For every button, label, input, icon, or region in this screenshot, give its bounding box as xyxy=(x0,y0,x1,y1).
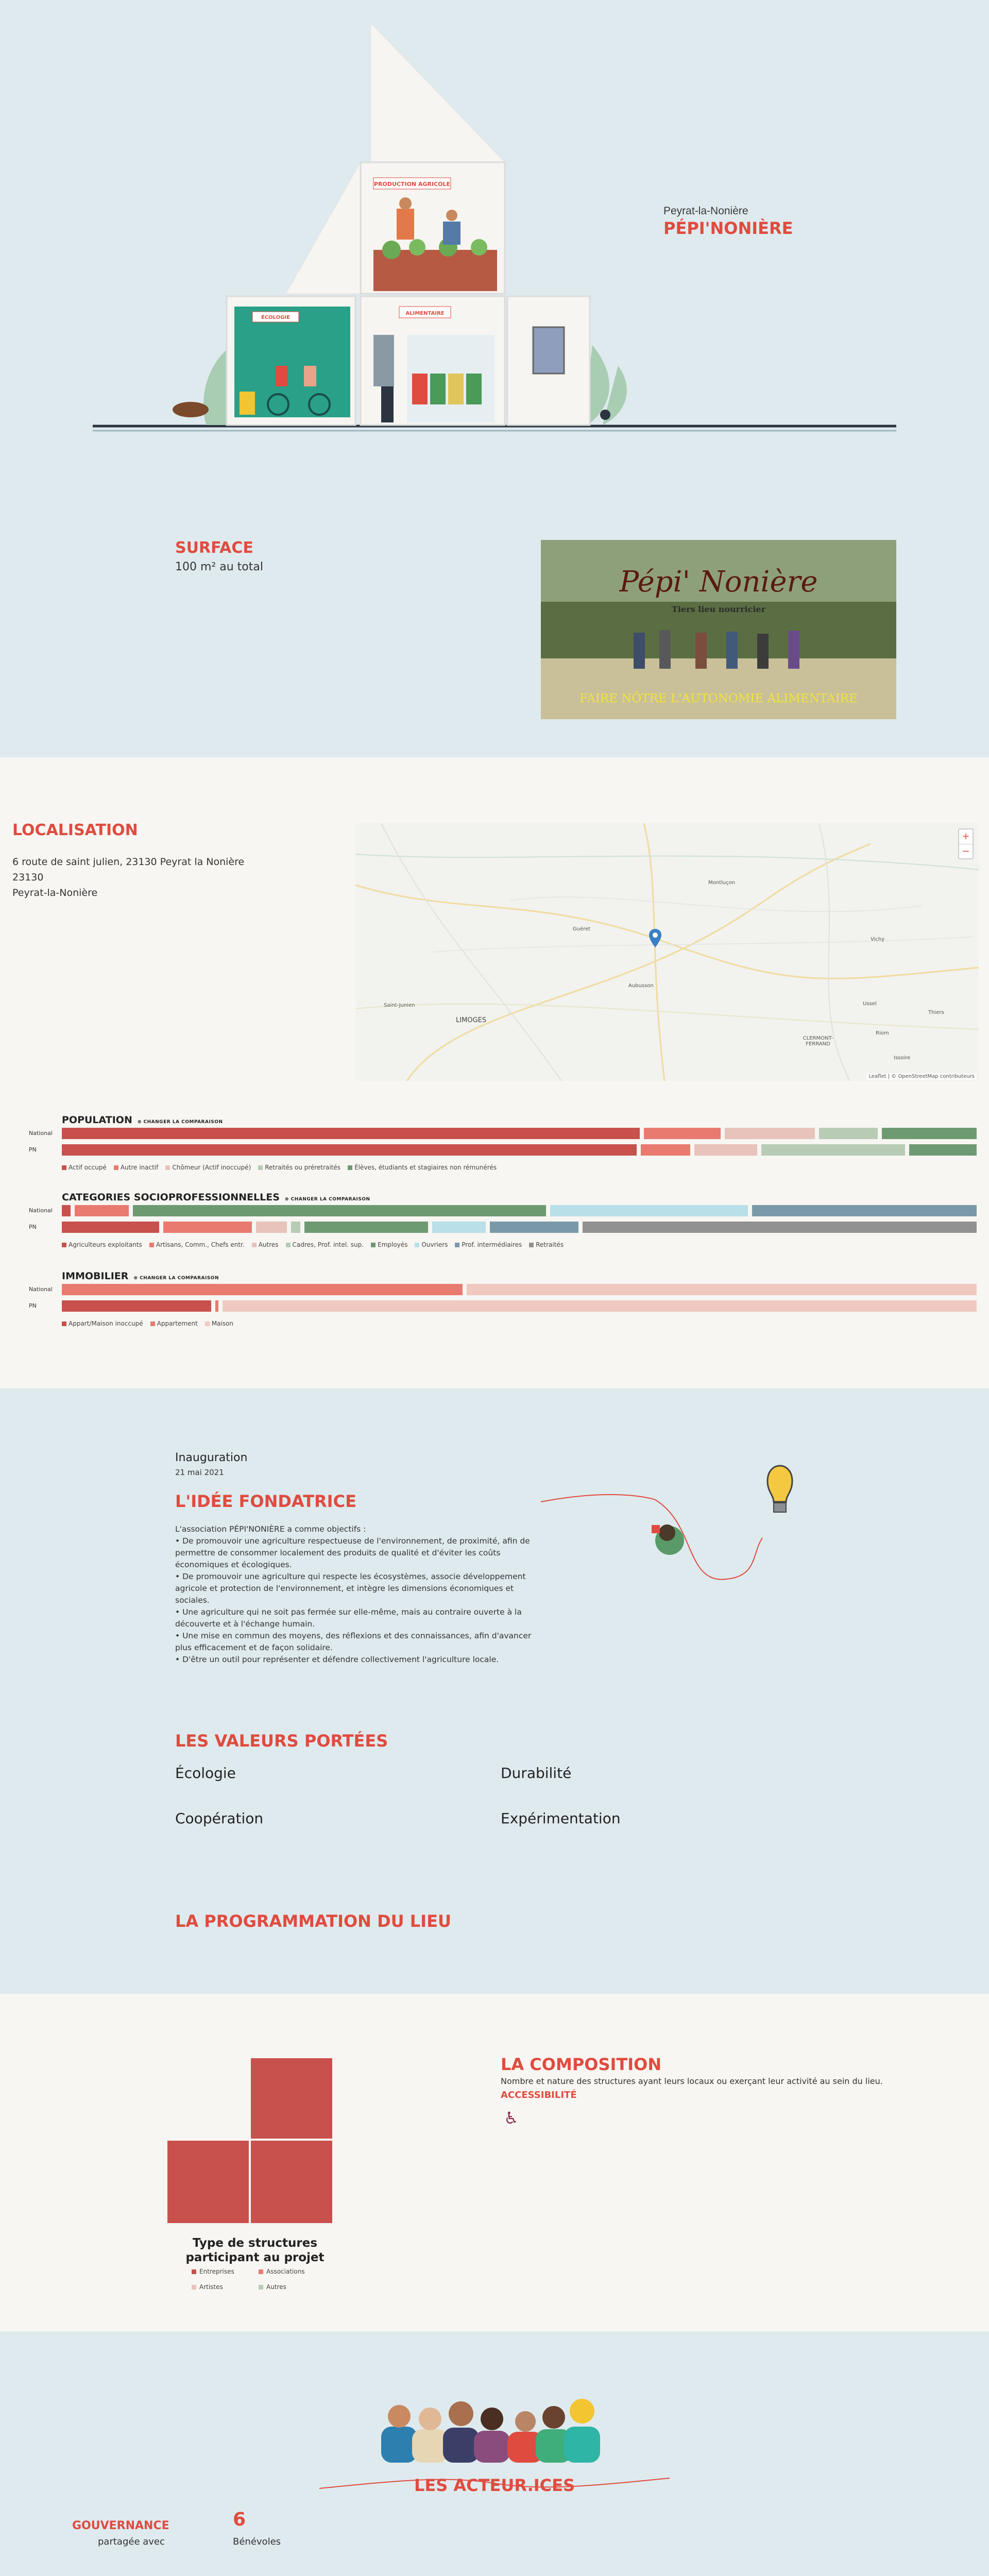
location-pin-icon[interactable] xyxy=(649,929,661,947)
row-label-national: National xyxy=(29,1286,53,1293)
valeur-item: Coopération xyxy=(175,1810,264,1827)
bar-segment[interactable] xyxy=(644,1128,721,1139)
bar-segment[interactable] xyxy=(62,1300,211,1312)
compare-label: CHANGER LA COMPARAISON xyxy=(291,1197,370,1202)
idee-paragraph: • Une agriculture qui ne soit pas fermée sur elle-même, mais au contraire ouverte à la découverte et à l'échange humain. xyxy=(175,1607,522,1629)
immobilier-title-text: IMMOBILIER xyxy=(62,1270,129,1282)
map-label: Issoire xyxy=(894,1055,911,1061)
csp-title xyxy=(62,1192,370,1203)
map-label: CLERMONT-FERRAND xyxy=(803,1036,833,1047)
legend-item: Artisans, Comm., Chefs entr. xyxy=(149,1241,245,1248)
surface-title: SURFACE xyxy=(175,539,253,557)
bar-segment[interactable] xyxy=(62,1205,71,1216)
map-roads xyxy=(355,823,979,1081)
treemap-legend xyxy=(192,2268,326,2291)
idee-paragraph: • De promouvoir une agriculture qui respecte les écosystèmes, associe développement agricole et protection de l'environnement, et intègre les dimensions économiques et sociales. xyxy=(175,1572,526,1605)
photo-logo: Pépi' Nonière xyxy=(619,565,818,599)
legend-item: Autres xyxy=(252,1241,279,1248)
bar-segment[interactable] xyxy=(62,1222,159,1233)
csp-title-text: CATEGORIES SOCIOPROFESSIONNELLES xyxy=(62,1192,280,1203)
photo-logo-sub: Tiers lieu nourricier xyxy=(671,604,766,614)
place-subtitle: Peyrat-la-Nonière xyxy=(663,205,748,217)
bar-segment[interactable] xyxy=(583,1222,977,1233)
compare-button[interactable]: ⊕ CHANGER LA COMPARAISON xyxy=(137,1120,223,1125)
address-postcode: 23130 xyxy=(12,872,44,883)
bar-segment[interactable] xyxy=(133,1205,546,1216)
row-label-pn: PN xyxy=(29,1302,37,1309)
composition-section xyxy=(0,1994,989,2331)
bar-segment[interactable] xyxy=(909,1144,977,1156)
compare-label: CHANGER LA COMPARAISON xyxy=(140,1276,219,1281)
bar-segment[interactable] xyxy=(62,1128,640,1139)
legend-item: Chômeur (Actif inoccupé) xyxy=(165,1164,251,1171)
zoom-in-button[interactable]: + xyxy=(962,831,970,842)
label-alimentaire: ALIMENTAIRE xyxy=(405,311,445,316)
inauguration-label: Inauguration xyxy=(175,1451,248,1464)
bar-segment[interactable] xyxy=(490,1222,578,1233)
legend-item: Retraités xyxy=(529,1241,564,1248)
population-bar-pn xyxy=(62,1144,977,1156)
address-city: Peyrat-la-Nonière xyxy=(12,887,98,899)
treemap-cell[interactable] xyxy=(167,2141,249,2223)
acteurs-section xyxy=(0,2331,989,2576)
legend-item: Agriculteurs exploitants xyxy=(62,1241,142,1248)
legend-item: Autres xyxy=(259,2283,326,2291)
treemap-cell[interactable] xyxy=(251,2058,332,2139)
bar-segment[interactable] xyxy=(694,1144,757,1156)
map-label: Aubusson xyxy=(628,983,654,989)
map-label: Vichy xyxy=(871,937,885,942)
bar-segment[interactable] xyxy=(761,1144,905,1156)
map-label: Saint-Junien xyxy=(384,1003,415,1008)
benevoles-label: Bénévoles xyxy=(233,2536,281,2547)
population-legend xyxy=(62,1164,497,1171)
composition-title: LA COMPOSITION xyxy=(501,2055,662,2074)
legend-item: Entreprises xyxy=(192,2268,259,2275)
legend-item: Ouvriers xyxy=(415,1241,448,1248)
map-label: LIMOGES xyxy=(456,1016,487,1024)
hero-section xyxy=(0,0,989,705)
programmation-title: LA PROGRAMMATION DU LIEU xyxy=(175,1911,451,1931)
composition-subtitle: Nombre et nature des structures ayant leurs locaux ou exerçant leur activité au sein du lieu. xyxy=(501,2076,883,2086)
legend-item: Artistes xyxy=(192,2283,259,2291)
gouvernance-subtitle: partagée avec xyxy=(98,2536,165,2547)
legend-item: Appartement xyxy=(150,1320,198,1327)
population-title-text: POPULATION xyxy=(62,1114,132,1126)
bar-segment[interactable] xyxy=(550,1205,748,1216)
bar-segment[interactable] xyxy=(641,1144,690,1156)
bar-segment[interactable] xyxy=(163,1222,252,1233)
inauguration-date: 21 mai 2021 xyxy=(175,1468,224,1477)
bar-segment[interactable] xyxy=(304,1222,429,1233)
bar-segment[interactable] xyxy=(752,1205,977,1216)
bar-segment[interactable] xyxy=(725,1128,815,1139)
immobilier-title xyxy=(62,1270,219,1282)
bar-segment[interactable] xyxy=(62,1284,463,1295)
legend-item: Maison xyxy=(205,1320,233,1327)
localisation-title: LOCALISATION xyxy=(12,821,138,839)
map-label: Montluçon xyxy=(708,880,736,886)
structures-treemap xyxy=(167,2058,332,2223)
photo-illustration xyxy=(541,540,896,719)
legend-item: Employés xyxy=(371,1241,407,1248)
photo-banner: FAIRE NÔTRE L'AUTONOMIE ALIMENTAIRE xyxy=(579,692,858,705)
compare-button[interactable]: ⊕ CHANGER LA COMPARAISON xyxy=(284,1197,370,1202)
map-label: Riom xyxy=(876,1030,889,1036)
surface-value: 100 m² au total xyxy=(175,561,263,573)
idee-paragraph: • D'être un outil pour représenter et défendre collectivement l'agriculture locale. xyxy=(175,1655,499,1664)
row-label-pn: PN xyxy=(29,1224,37,1230)
zoom-out-button[interactable]: − xyxy=(959,844,973,858)
legend-item: Prof. intermédiaires xyxy=(455,1241,522,1248)
acteurs-title: LES ACTEUR.ICES xyxy=(414,2476,575,2495)
project-photo xyxy=(541,540,896,719)
idee-paragraph: • Une mise en commun des moyens, des réflexions et des connaissances, afin d'avancer plus efficacement et de façon solidaire. xyxy=(175,1631,532,1652)
valeurs-title: LES VALEURS PORTÉES xyxy=(175,1731,388,1751)
map-attribution[interactable]: Leaflet | © OpenStreetMap contributeurs xyxy=(866,1073,977,1080)
legend-item: Élèves, étudiants et stagiaires non rémunérés xyxy=(348,1164,497,1171)
label-production: PRODUCTION AGRICOLE xyxy=(373,181,451,188)
label-ecologie: ÉCOLOGIE xyxy=(261,315,290,320)
address xyxy=(12,854,244,901)
legend-item: Retraités ou préretraités xyxy=(258,1164,340,1171)
localisation-section xyxy=(0,757,989,1388)
csp-legend xyxy=(62,1241,564,1248)
place-title: PÉPI'NONIÈRE xyxy=(663,218,793,238)
csp-bar-national xyxy=(62,1205,977,1216)
accessibilite-title: ACCESSIBILITÉ xyxy=(501,2090,577,2100)
address-line: 6 route de saint julien, 23130 Peyrat la Nonière xyxy=(12,856,245,868)
bar-segment[interactable] xyxy=(882,1128,977,1139)
people-illustration xyxy=(381,2391,613,2463)
idee-section xyxy=(0,1388,989,1994)
gouvernance-title: GOUVERNANCE xyxy=(72,2519,169,2532)
treemap-cell[interactable] xyxy=(251,2141,332,2223)
benevoles-count: 6 xyxy=(233,2509,246,2530)
map-label: Guéret xyxy=(573,926,591,932)
bar-segment[interactable] xyxy=(215,1300,218,1312)
bar-segment[interactable] xyxy=(256,1222,287,1233)
row-label-national: National xyxy=(29,1207,53,1214)
wheelchair-icon: ♿ xyxy=(504,2108,519,2128)
valeur-item: Durabilité xyxy=(501,1765,572,1782)
bar-segment[interactable] xyxy=(432,1222,485,1233)
population-title xyxy=(62,1114,223,1126)
bar-segment[interactable] xyxy=(75,1205,129,1216)
legend-item: Autre inactif xyxy=(114,1164,159,1171)
bar-segment[interactable] xyxy=(223,1300,977,1312)
immobilier-legend xyxy=(62,1320,233,1327)
idee-title: L'IDÉE FONDATRICE xyxy=(175,1492,356,1511)
bar-segment[interactable] xyxy=(291,1222,300,1233)
row-label-national: National xyxy=(29,1130,53,1137)
compare-label: CHANGER LA COMPARAISON xyxy=(143,1120,223,1125)
valeur-item: Expérimentation xyxy=(501,1810,621,1827)
legend-item: Associations xyxy=(259,2268,326,2275)
population-bar-national xyxy=(62,1128,977,1139)
treemap-title: Type de structures participant au projet xyxy=(185,2236,325,2264)
map-label: Thiers xyxy=(928,1010,944,1015)
idea-illustration xyxy=(541,1450,829,1615)
idee-text xyxy=(175,1523,546,1666)
bar-segment[interactable] xyxy=(819,1128,878,1139)
row-label-pn: PN xyxy=(29,1146,37,1153)
immobilier-bar-pn xyxy=(62,1300,977,1312)
csp-bar-pn xyxy=(62,1222,977,1233)
bar-segment[interactable] xyxy=(62,1144,637,1156)
legend-item: Cadres, Prof. intel. sup. xyxy=(286,1241,364,1248)
bar-segment[interactable] xyxy=(467,1284,977,1295)
map-label: Ussel xyxy=(863,1001,877,1007)
compare-button[interactable]: ⊕ CHANGER LA COMPARAISON xyxy=(133,1276,219,1281)
idee-paragraph: • De promouvoir une agriculture respectueuse de l'environnement, de proximité, afin de permettre de consommer localement des produits de qualité et d'éviter les coûts économiques et écologiques. xyxy=(175,1536,530,1569)
map[interactable] xyxy=(355,823,979,1081)
legend-item: Actif occupé xyxy=(62,1164,107,1171)
valeur-item: Écologie xyxy=(175,1765,236,1782)
idee-paragraph: L'association PÉPI'NONIÈRE a comme objectifs : xyxy=(175,1524,366,1534)
immobilier-bar-national xyxy=(62,1284,977,1295)
legend-item: Appart/Maison inoccupé xyxy=(62,1320,143,1327)
map-zoom-control xyxy=(958,828,974,859)
